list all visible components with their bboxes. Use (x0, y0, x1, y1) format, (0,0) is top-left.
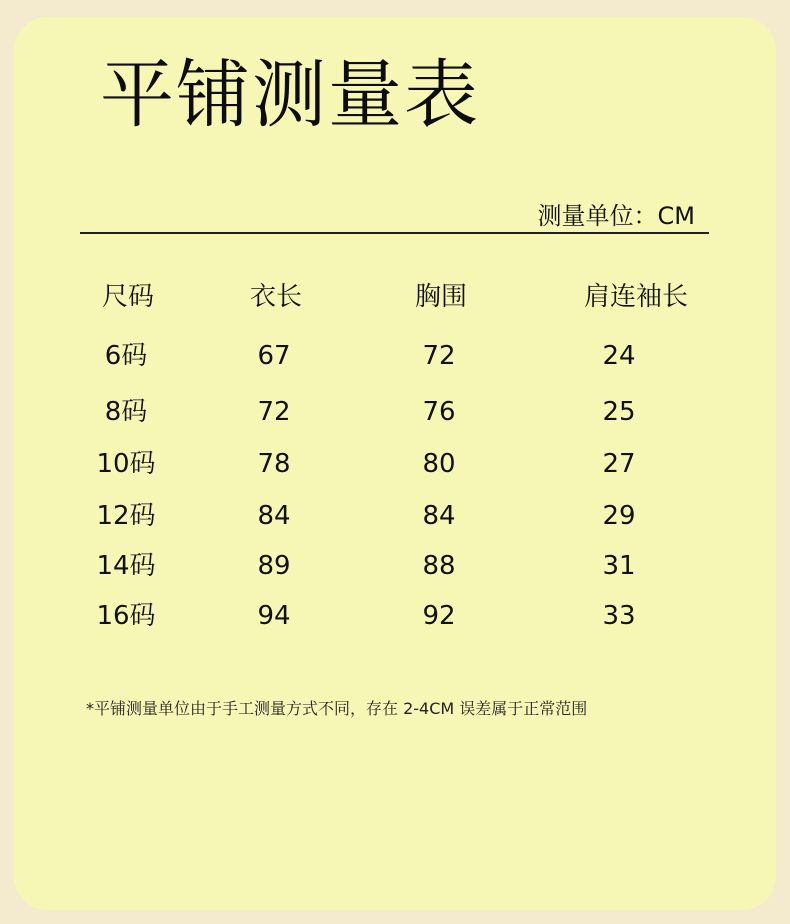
size-cell: 10码 (96, 449, 156, 479)
sleeve-cell: 29 (602, 501, 636, 531)
header-size: 尺码 (101, 282, 155, 312)
chest-cell: 84 (422, 501, 456, 531)
length-cell: 67 (257, 341, 291, 371)
divider-line (80, 232, 709, 234)
size-cell: 6码 (104, 341, 148, 371)
length-cell: 84 (257, 501, 291, 531)
length-cell: 78 (257, 449, 291, 479)
length-cell: 89 (257, 551, 291, 581)
size-cell: 16码 (96, 601, 156, 631)
chest-cell: 76 (422, 397, 456, 427)
header-chest: 胸围 (414, 282, 468, 312)
sleeve-cell: 25 (602, 397, 636, 427)
unit-label: 测量单位：CM (537, 202, 695, 230)
size-cell: 12码 (96, 501, 156, 531)
length-cell: 94 (257, 601, 291, 631)
sleeve-cell: 31 (602, 551, 636, 581)
chest-cell: 92 (422, 601, 456, 631)
header-sleeve: 肩连袖长 (583, 282, 689, 312)
chest-cell: 72 (422, 341, 456, 371)
header-length: 衣长 (249, 282, 303, 312)
sleeve-cell: 33 (602, 601, 636, 631)
sleeve-cell: 24 (602, 341, 636, 371)
sleeve-cell: 27 (602, 449, 636, 479)
chest-cell: 80 (422, 449, 456, 479)
footnote: *平铺测量单位由于手工测量方式不同，存在 2-4CM 误差属于正常范围 (86, 699, 588, 718)
size-cell: 8码 (104, 397, 148, 427)
length-cell: 72 (257, 397, 291, 427)
chest-cell: 88 (422, 551, 456, 581)
page-title: 平铺测量表 (100, 52, 480, 138)
size-cell: 14码 (96, 551, 156, 581)
